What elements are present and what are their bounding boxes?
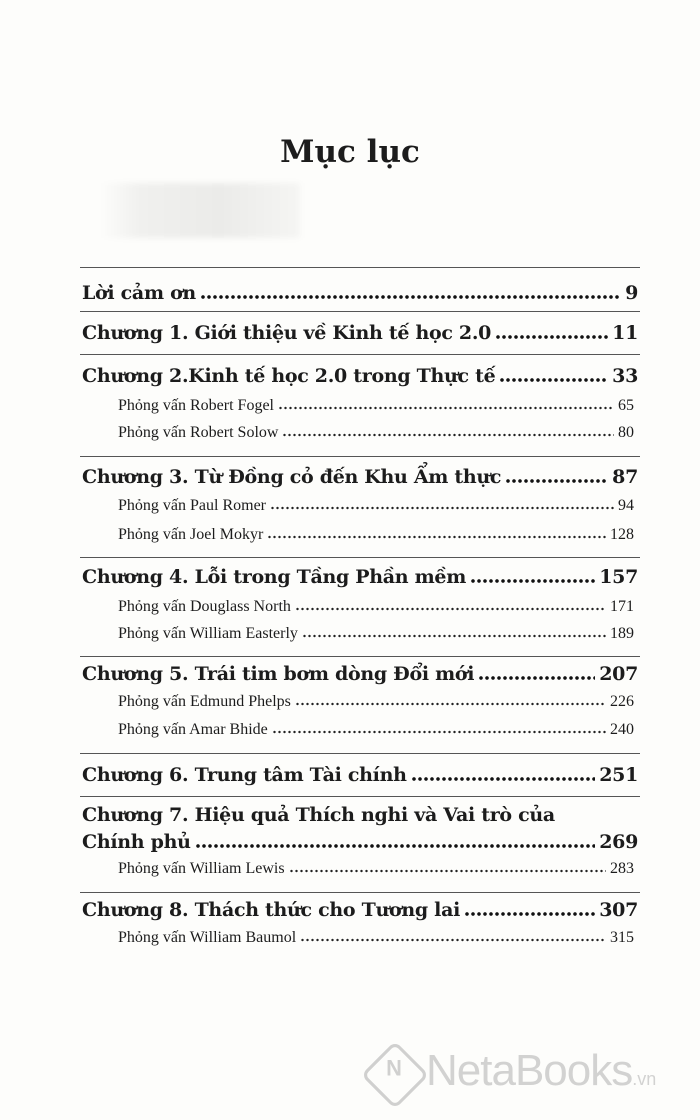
toc-entry-page: 9	[625, 282, 638, 304]
toc-entry-page: 251	[599, 764, 638, 786]
toc-entry-title: Chương 6. Trung tâm Tài chính	[82, 764, 407, 786]
leader-dots	[267, 535, 606, 539]
leader-dots	[270, 506, 614, 510]
toc-entry-interview[interactable]	[118, 497, 634, 515]
toc-entry-page: 65	[618, 397, 634, 414]
toc-entry-interview[interactable]	[118, 693, 634, 711]
logo-wordmark: NetaBooks.vn	[426, 1046, 657, 1095]
divider	[80, 753, 640, 754]
logo-mark-icon: N	[361, 1041, 429, 1109]
toc-entry-page: 157	[599, 566, 638, 588]
toc-entry-page: 87	[612, 466, 638, 488]
toc-entry-chapter-2[interactable]	[82, 365, 638, 387]
toc-entry-page: 128	[610, 526, 634, 543]
toc-entry-title: Chương 5. Trái tim bơm dòng Đổi mới	[82, 663, 475, 685]
toc-entry-chapter-3[interactable]	[82, 466, 638, 488]
leader-dots	[302, 634, 606, 638]
toc-entry-title: Chương 4. Lỗi trong Tầng Phần mềm	[82, 566, 467, 588]
toc-entry-title: Phỏng vấn Douglass North	[118, 598, 291, 615]
toc-entry-interview[interactable]	[118, 929, 634, 947]
divider	[80, 311, 640, 312]
bleed-through-smudge	[100, 183, 300, 238]
leader-dots	[195, 844, 596, 848]
toc-entry-chapter-4[interactable]	[82, 566, 638, 588]
toc-entry-title: Phỏng vấn Robert Fogel	[118, 397, 274, 414]
toc-entry-page: 11	[612, 322, 638, 344]
leader-dots	[411, 777, 596, 781]
toc-entry-chapter-6[interactable]	[82, 764, 638, 786]
toc-entry-title: Chương 3. Từ Đồng cỏ đến Khu Ẩm thực	[82, 466, 502, 488]
leader-dots	[272, 730, 606, 734]
divider	[80, 557, 640, 558]
toc-entry-page: 94	[618, 497, 634, 514]
toc-entry-interview[interactable]	[118, 526, 634, 544]
toc-entry-title: Lời cảm ơn	[82, 282, 196, 304]
toc-entry-chapter-7[interactable]	[82, 804, 638, 826]
leader-dots	[470, 579, 595, 583]
toc-entry-title: Chương 7. Hiệu quả Thích nghi và Vai trò của	[82, 804, 555, 826]
toc-entry-page: 207	[599, 663, 638, 685]
toc-entry-interview[interactable]	[118, 625, 634, 643]
divider	[80, 796, 640, 797]
toc-entry-title: Phỏng vấn Edmund Phelps	[118, 693, 291, 710]
toc-entry-interview[interactable]	[118, 424, 634, 442]
toc-entry-page: 269	[599, 831, 638, 853]
leader-dots	[278, 406, 614, 410]
toc-entry-chapter-1[interactable]	[82, 322, 638, 344]
leader-dots	[300, 938, 606, 942]
toc-entry-page: 315	[610, 929, 634, 946]
divider	[80, 354, 640, 355]
toc-entry-page: 283	[610, 860, 634, 877]
leader-dots	[289, 869, 606, 873]
toc-entry-page: 80	[618, 424, 634, 441]
toc-entry-title: Chương 8. Thách thức cho Tương lai	[82, 899, 460, 921]
leader-dots	[499, 378, 608, 382]
toc-entry-title-continuation: Chính phủ	[82, 831, 191, 853]
divider	[80, 267, 640, 268]
toc-entry-interview[interactable]	[118, 721, 634, 739]
leader-dots	[295, 607, 606, 611]
toc-entry-page: 307	[599, 899, 638, 921]
toc-entry-title: Phỏng vấn Paul Romer	[118, 497, 266, 514]
divider	[80, 456, 640, 457]
toc-entry-chapter-5[interactable]	[82, 663, 638, 685]
divider	[80, 656, 640, 657]
leader-dots	[464, 912, 595, 916]
toc-entry-interview[interactable]	[118, 598, 634, 616]
toc-entry-page: 226	[610, 693, 634, 710]
toc-entry-title: Chương 2.Kinh tế học 2.0 trong Thực tế	[82, 365, 496, 387]
toc-entry-title: Phỏng vấn Robert Solow	[118, 424, 279, 441]
toc-entry-title: Phỏng vấn Joel Mokyr	[118, 526, 264, 543]
toc-entry-title: Phỏng vấn William Easterly	[118, 625, 298, 642]
toc-entry-title: Phỏng vấn Amar Bhide	[118, 721, 268, 738]
leader-dots	[200, 295, 621, 299]
leader-dots	[478, 676, 595, 680]
leader-dots	[295, 702, 606, 706]
toc-entry-chapter-8[interactable]	[82, 899, 638, 921]
leader-dots	[495, 335, 608, 339]
leader-dots	[282, 433, 614, 437]
toc-entry-title: Phỏng vấn William Baumol	[118, 929, 297, 946]
toc-entry-acknowledgements[interactable]	[82, 282, 638, 304]
watermark-logo	[364, 1040, 684, 1110]
toc-entry-page: 189	[610, 625, 634, 642]
toc-entry-page: 240	[610, 721, 634, 738]
toc-entry-title: Phỏng vấn William Lewis	[118, 860, 285, 877]
toc-entry-interview[interactable]	[118, 860, 634, 878]
toc-entry-page: 171	[610, 598, 634, 615]
leader-dots	[505, 479, 608, 483]
page-title: Mục lục	[280, 134, 420, 170]
toc-entry-title: Chương 1. Giới thiệu về Kinh tế học 2.0	[82, 322, 492, 344]
toc-entry-chapter-7-continuation[interactable]	[82, 831, 638, 853]
toc-entry-page: 33	[612, 365, 638, 387]
toc-entry-interview[interactable]	[118, 397, 634, 415]
divider	[80, 892, 640, 893]
